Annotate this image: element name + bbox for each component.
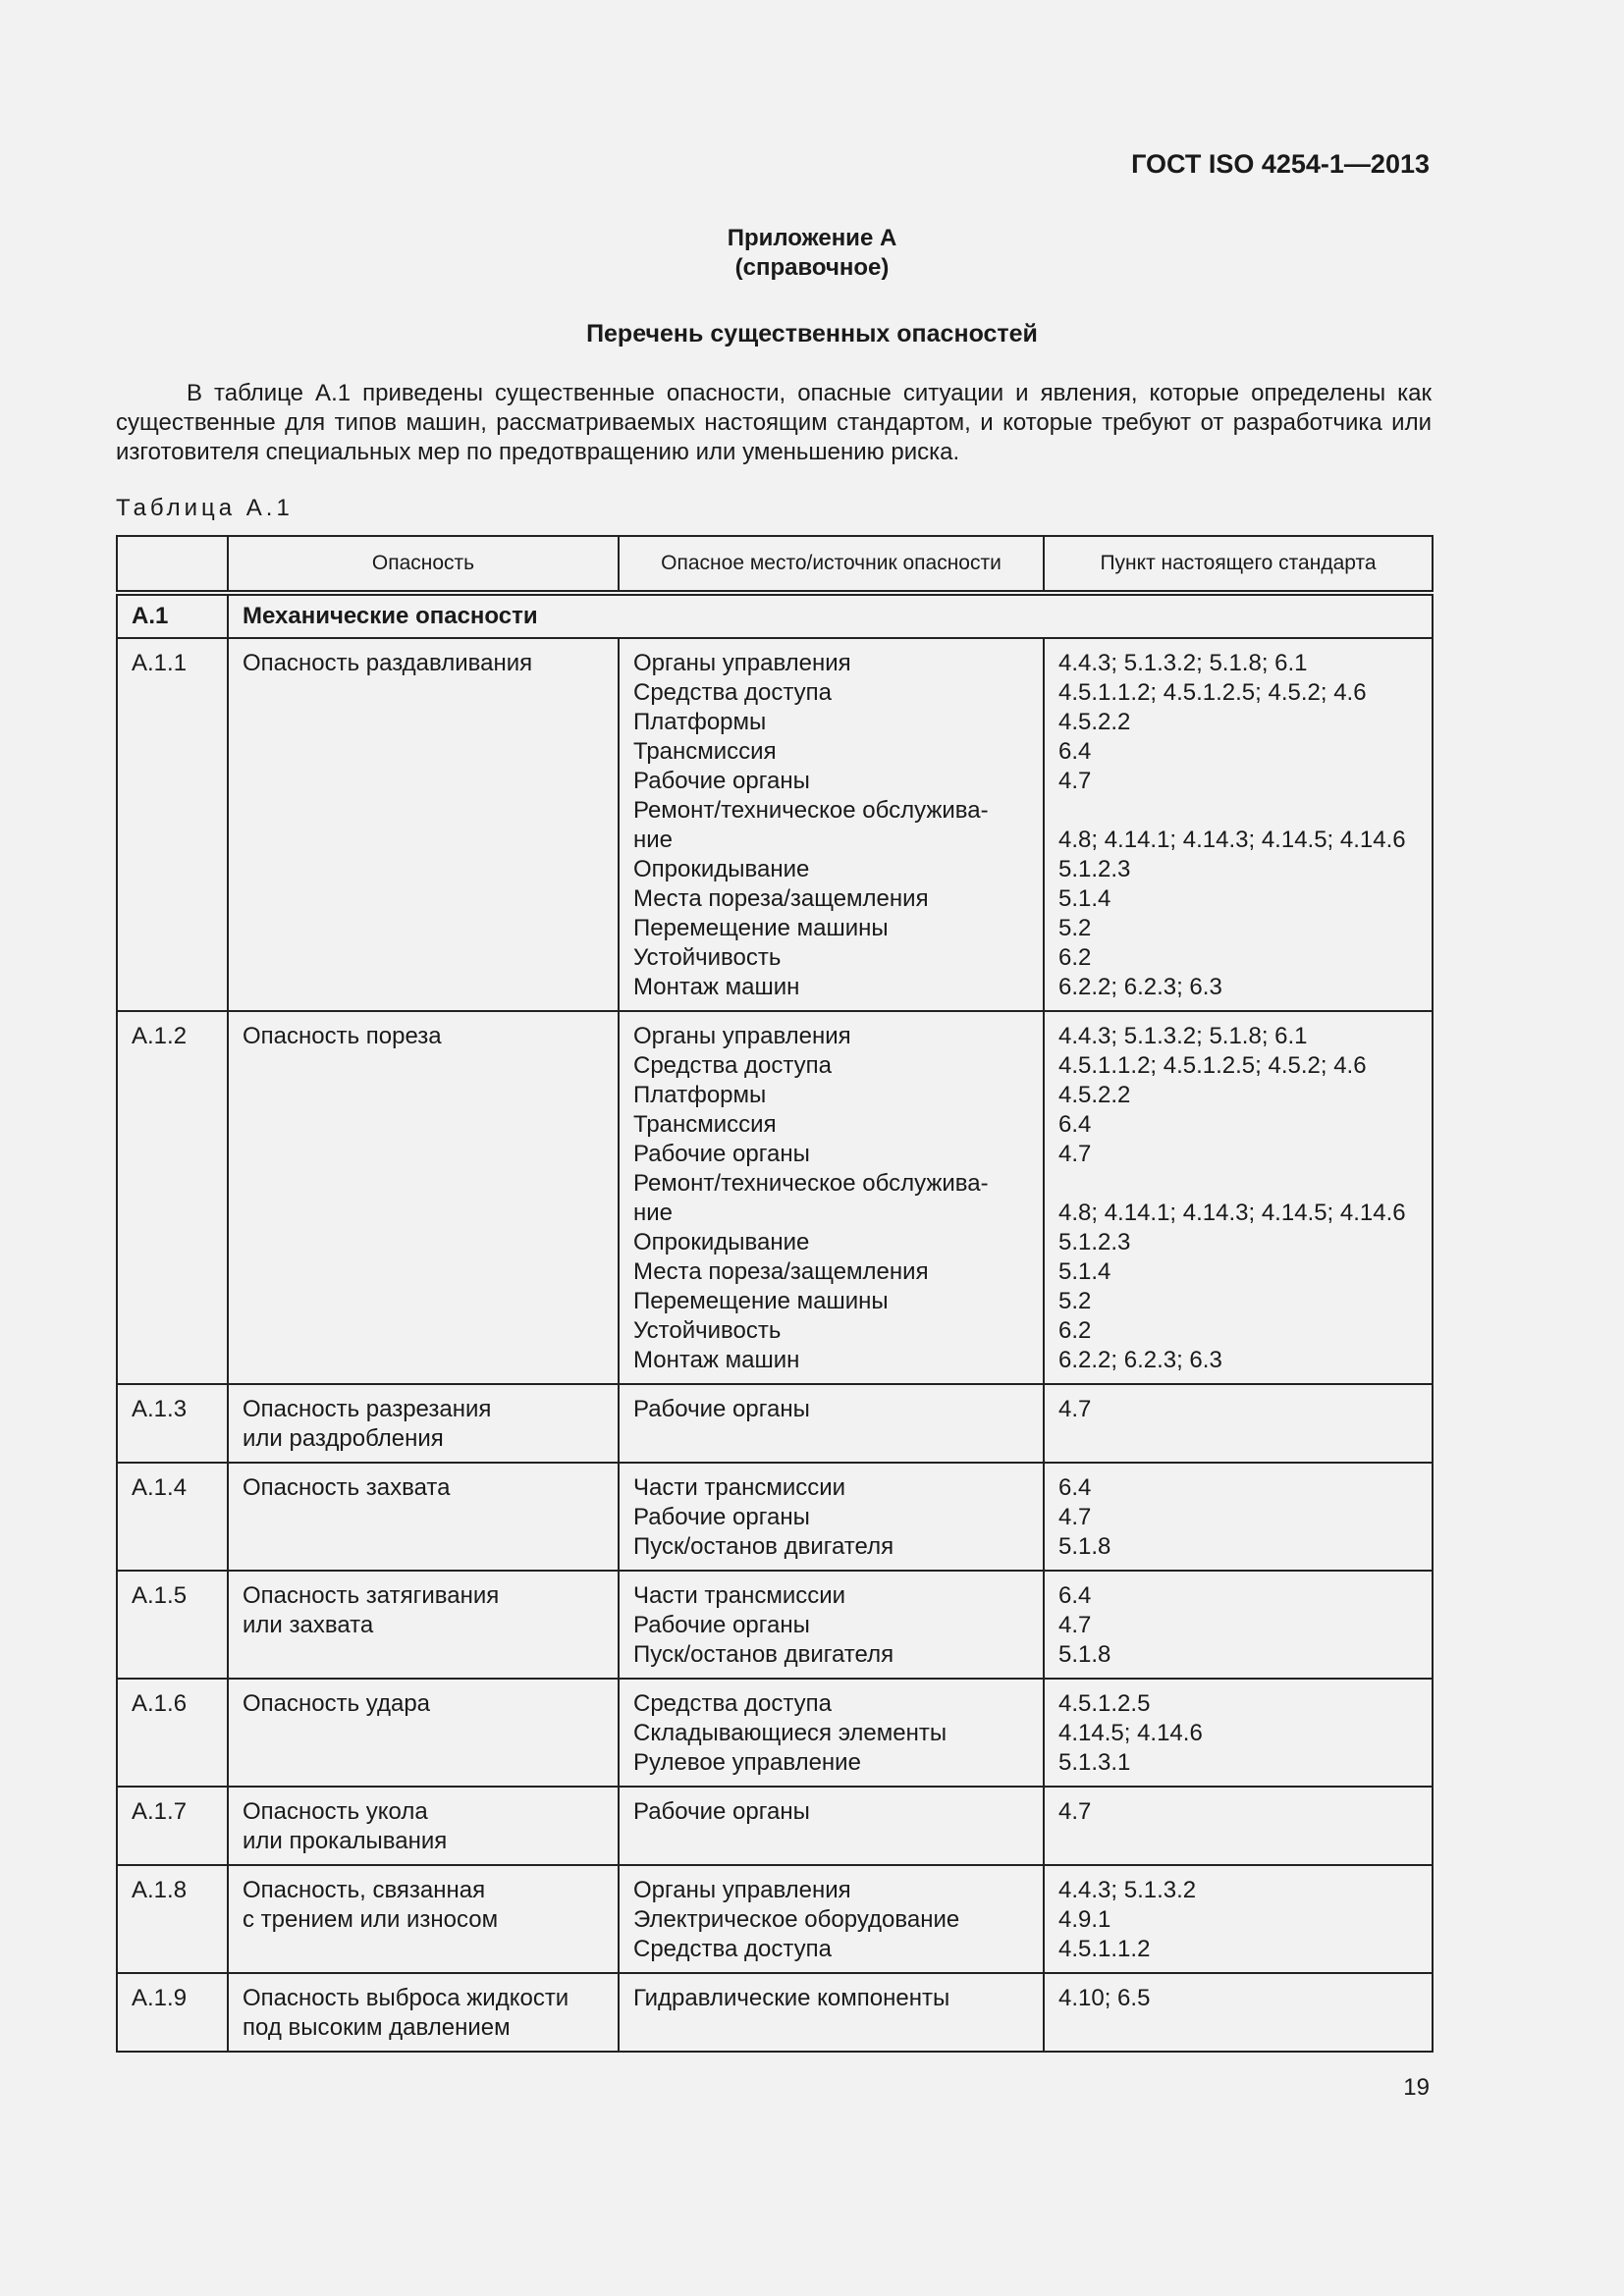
hazard-name: Опасность выброса жидкости: [243, 1985, 569, 2011]
standard-clause: 5.1.3.1: [1058, 1749, 1131, 1776]
standard-clause: 5.1.2.3: [1058, 856, 1131, 882]
hazard-name-cell: [228, 1011, 619, 1384]
standard-clause: 6.4: [1058, 1474, 1092, 1501]
category-code: А.1: [117, 593, 228, 638]
hazard-source: Места пореза/защемления: [633, 885, 929, 912]
hazard-source: Трансмиссия: [633, 738, 777, 765]
hazard-name-cell: [228, 1973, 619, 2052]
standard-clause: 4.5.1.1.2: [1058, 1936, 1151, 1962]
standard-code: ГОСТ ISO 4254-1—2013: [1131, 149, 1430, 179]
table-caption: Таблица А.1: [116, 495, 294, 521]
hazard-source-cell: [619, 638, 1044, 1011]
hazard-name: Опасность укола: [243, 1798, 428, 1825]
standard-clause: 5.2: [1058, 1288, 1092, 1314]
hazard-name-cell: [228, 1463, 619, 1571]
standard-clause-cell: [1044, 1787, 1433, 1865]
header-hazard: Опасность: [228, 536, 619, 593]
table-row: [117, 1865, 1433, 1973]
hazard-source: Средства доступа: [633, 1936, 832, 1962]
hazard-source-cell: [619, 1011, 1044, 1384]
hazard-source: ние: [633, 827, 674, 853]
hazard-name: под высоким давлением: [243, 2014, 511, 2041]
hazard-code: А.1.6: [117, 1679, 228, 1787]
header-clause: Пункт настоящего стандарта: [1044, 536, 1433, 593]
standard-clause: 4.5.1.1.2; 4.5.1.2.5; 4.5.2; 4.6: [1058, 679, 1367, 706]
hazard-source: Ремонт/техническое обслужива-: [633, 797, 989, 824]
hazard-source: Устойчивость: [633, 944, 782, 971]
hazard-name: Опасность захвата: [243, 1474, 451, 1501]
standard-clause: 4.8; 4.14.1; 4.14.3; 4.14.5; 4.14.6: [1058, 1200, 1406, 1226]
standard-clause: 4.7: [1058, 1396, 1092, 1422]
standard-clause: 4.4.3; 5.1.3.2; 5.1.8; 6.1: [1058, 650, 1308, 676]
hazard-source-cell: [619, 1384, 1044, 1463]
hazard-source-cell: [619, 1787, 1044, 1865]
standard-clause: 4.4.3; 5.1.3.2: [1058, 1877, 1197, 1903]
table-row: [117, 1384, 1433, 1463]
hazard-source: Рабочие органы: [633, 1141, 810, 1167]
hazard-source: Рабочие органы: [633, 1798, 810, 1825]
standard-clause: 5.1.8: [1058, 1533, 1111, 1560]
hazard-name-cell: [228, 1384, 619, 1463]
standard-clause-cell: [1044, 1865, 1433, 1973]
standard-clause: 4.4.3; 5.1.3.2; 5.1.8; 6.1: [1058, 1023, 1308, 1049]
hazard-source: Рабочие органы: [633, 1612, 810, 1638]
hazard-name: с трением или износом: [243, 1906, 499, 1933]
intro-paragraph: В таблице А.1 приведены существенные опасности, опасные ситуации и явления, которые определены как существенные для типов машин, рассматриваемых настоящим стандартом, и которые требуют от разработчика или изготовителя специальных мер по предотвращению или уменьшению риска.: [116, 380, 1432, 465]
standard-clause: 4.7: [1058, 1141, 1092, 1167]
hazard-name: Опасность удара: [243, 1690, 431, 1717]
standard-clause: 5.1.2.3: [1058, 1229, 1131, 1255]
hazard-name: или раздробления: [243, 1425, 444, 1452]
table-row: [117, 1011, 1433, 1384]
hazard-source: Органы управления: [633, 1023, 851, 1049]
standard-clause: 4.14.5; 4.14.6: [1058, 1720, 1203, 1746]
hazard-source-cell: [619, 1973, 1044, 2052]
standard-clause: 6.4: [1058, 738, 1092, 765]
hazard-name: Опасность пореза: [243, 1023, 442, 1049]
hazard-name-cell: [228, 1787, 619, 1865]
hazard-name: Опасность затягивания: [243, 1582, 500, 1609]
hazard-name: Опасность разрезания: [243, 1396, 492, 1422]
hazard-name-cell: [228, 1571, 619, 1679]
hazard-source: Платформы: [633, 709, 767, 735]
standard-clause: 6.4: [1058, 1582, 1092, 1609]
hazard-name: или прокалывания: [243, 1828, 448, 1854]
standard-clause-cell: [1044, 638, 1433, 1011]
hazard-source: Гидравлические компоненты: [633, 1985, 950, 2011]
standard-clause: 6.4: [1058, 1111, 1092, 1138]
standard-clause: 5.1.4: [1058, 885, 1111, 912]
standard-clause: 6.2: [1058, 1317, 1092, 1344]
standard-clause: [1058, 796, 1418, 826]
page-number: 19: [1403, 2074, 1430, 2101]
hazard-source: Перемещение машины: [633, 1288, 889, 1314]
hazard-source: Трансмиссия: [633, 1111, 777, 1138]
annex-title: Приложение А: [727, 225, 897, 251]
hazard-source: Перемещение машины: [633, 915, 889, 941]
table-header-row: [117, 536, 1433, 593]
standard-clause-cell: [1044, 1463, 1433, 1571]
standard-clause: 4.5.1.1.2; 4.5.1.2.5; 4.5.2; 4.6: [1058, 1052, 1367, 1079]
standard-clause: 6.2.2; 6.2.3; 6.3: [1058, 1347, 1222, 1373]
hazard-source-cell: [619, 1463, 1044, 1571]
annex-heading: [0, 224, 1624, 283]
header-source: Опасное место/источник опасности: [619, 536, 1044, 593]
hazard-source: Средства доступа: [633, 679, 832, 706]
hazard-code: А.1.1: [117, 638, 228, 1011]
category-row: [117, 593, 1433, 638]
standard-clause: 4.5.1.2.5: [1058, 1690, 1151, 1717]
standard-clause: 4.7: [1058, 1612, 1092, 1638]
hazard-source: Части трансмиссии: [633, 1582, 846, 1609]
hazard-source: Опрокидывание: [633, 856, 810, 882]
hazard-source: Монтаж машин: [633, 974, 800, 1000]
standard-clause-cell: [1044, 1011, 1433, 1384]
hazard-source-cell: [619, 1571, 1044, 1679]
hazard-name: Опасность раздавливания: [243, 650, 533, 676]
hazards-table: [116, 535, 1434, 2053]
hazard-source: Части трансмиссии: [633, 1474, 846, 1501]
table-row: [117, 1463, 1433, 1571]
hazard-name: или захвата: [243, 1612, 374, 1638]
table-row: [117, 638, 1433, 1011]
hazard-source: Опрокидывание: [633, 1229, 810, 1255]
standard-clause: 4.7: [1058, 1798, 1092, 1825]
hazard-source: Складывающиеся элементы: [633, 1720, 947, 1746]
section-title: Перечень существенных опасностей: [586, 320, 1038, 347]
category-title: Механические опасности: [228, 593, 1433, 638]
hazard-name: Опасность, связанная: [243, 1877, 486, 1903]
hazard-source: Рулевое управление: [633, 1749, 861, 1776]
standard-clause: 6.2: [1058, 944, 1092, 971]
hazard-source: Пуск/останов двигателя: [633, 1641, 894, 1668]
header-code: [117, 536, 228, 593]
hazard-code: А.1.5: [117, 1571, 228, 1679]
standard-clause: 4.8; 4.14.1; 4.14.3; 4.14.5; 4.14.6: [1058, 827, 1406, 853]
hazard-code: А.1.7: [117, 1787, 228, 1865]
table-row: [117, 1571, 1433, 1679]
standard-clause: 4.5.2.2: [1058, 1082, 1131, 1108]
hazard-code: А.1.9: [117, 1973, 228, 2052]
hazard-name-cell: [228, 1865, 619, 1973]
table-row: [117, 1973, 1433, 2052]
standard-clause: 5.1.4: [1058, 1258, 1111, 1285]
hazard-source: Устойчивость: [633, 1317, 782, 1344]
standard-clause: 6.2.2; 6.2.3; 6.3: [1058, 974, 1222, 1000]
hazard-source-cell: [619, 1679, 1044, 1787]
hazard-source: Органы управления: [633, 1877, 851, 1903]
standard-clause: 4.10; 6.5: [1058, 1985, 1151, 2011]
standard-clause-cell: [1044, 1973, 1433, 2052]
hazard-code: А.1.2: [117, 1011, 228, 1384]
hazard-code: А.1.3: [117, 1384, 228, 1463]
hazard-source: Места пореза/защемления: [633, 1258, 929, 1285]
table-row: [117, 1679, 1433, 1787]
hazard-source: Рабочие органы: [633, 768, 810, 794]
standard-clause: 5.1.8: [1058, 1641, 1111, 1668]
hazard-source: Органы управления: [633, 650, 851, 676]
hazard-source: Ремонт/техническое обслужива-: [633, 1170, 989, 1197]
standard-clause: [1058, 1169, 1418, 1199]
standard-clause: 4.5.2.2: [1058, 709, 1131, 735]
hazard-name-cell: [228, 1679, 619, 1787]
hazard-code: А.1.4: [117, 1463, 228, 1571]
hazard-source: Средства доступа: [633, 1052, 832, 1079]
hazard-source: Средства доступа: [633, 1690, 832, 1717]
hazard-name-cell: [228, 638, 619, 1011]
standard-clause-cell: [1044, 1384, 1433, 1463]
hazard-source: ние: [633, 1200, 674, 1226]
hazard-source: Пуск/останов двигателя: [633, 1533, 894, 1560]
standard-clause: 4.7: [1058, 768, 1092, 794]
hazard-code: А.1.8: [117, 1865, 228, 1973]
hazard-source: Платформы: [633, 1082, 767, 1108]
annex-subtitle: (справочное): [734, 254, 890, 281]
hazard-source-cell: [619, 1865, 1044, 1973]
standard-clause: 5.2: [1058, 915, 1092, 941]
standard-clause: 4.9.1: [1058, 1906, 1111, 1933]
hazard-source: Электрическое оборудование: [633, 1906, 960, 1933]
standard-clause-cell: [1044, 1679, 1433, 1787]
hazard-source: Рабочие органы: [633, 1504, 810, 1530]
standard-clause: 4.7: [1058, 1504, 1092, 1530]
hazard-source: Рабочие органы: [633, 1396, 810, 1422]
standard-clause-cell: [1044, 1571, 1433, 1679]
hazard-source: Монтаж машин: [633, 1347, 800, 1373]
table-row: [117, 1787, 1433, 1865]
